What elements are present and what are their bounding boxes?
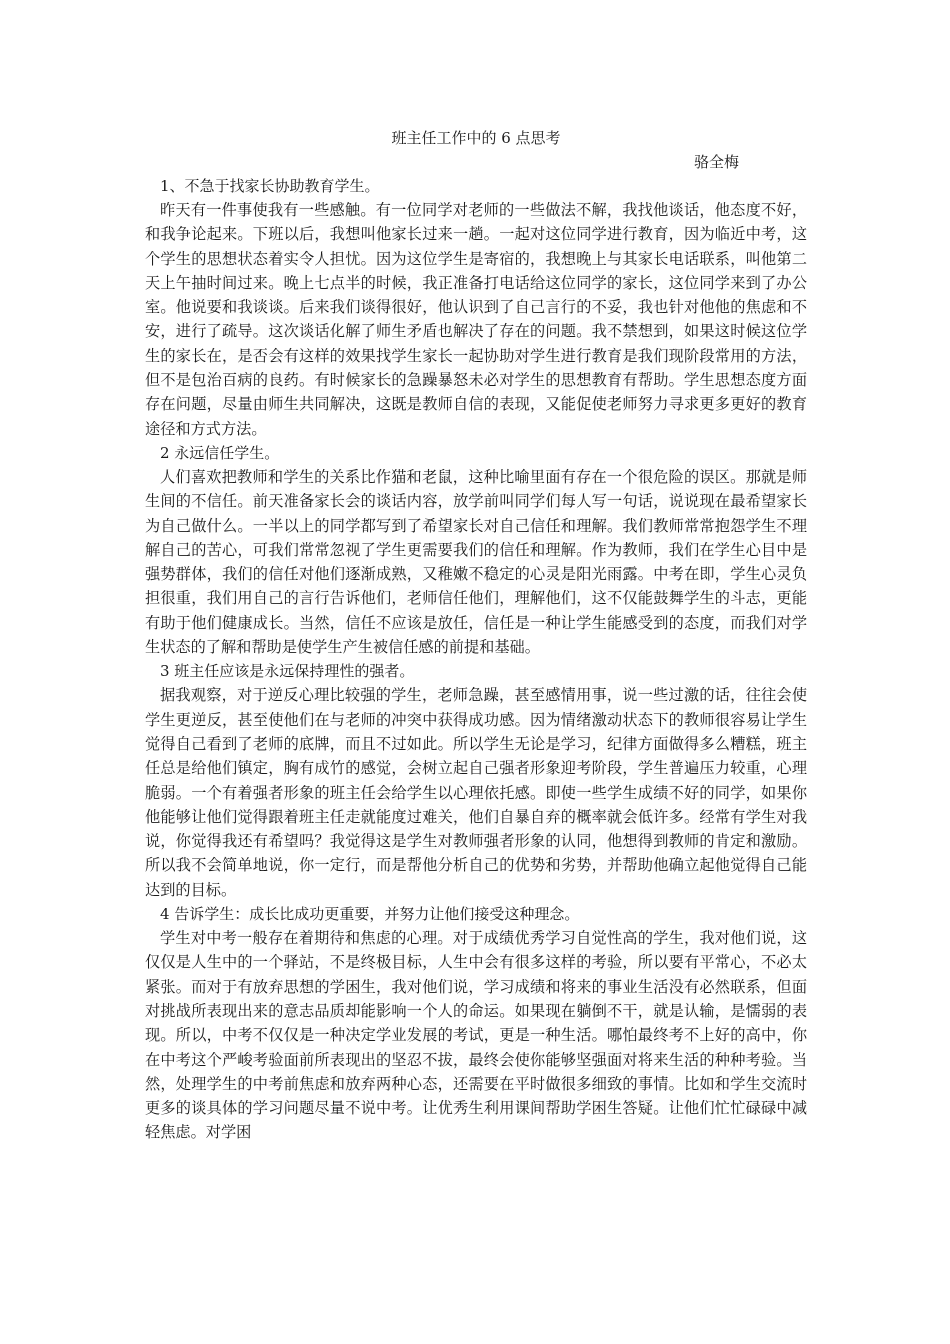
section-2-heading: 2 永远信任学生。 <box>160 443 280 462</box>
section-2-body: 人们喜欢把教师和学生的关系比作猫和老鼠，这种比喻里面有存在一个很危险的误区。那就是师生间的不信任。前天准备家长会的谈话内容，放学前叫同学们每人写一句话，说说现在最希望家长为自己做什么。一半以上的同学都写到了希望家长对自己信任和理解。我们教师常常抱怨学生不理解自己的苦心，可我们常常忽视了学生更需要我们的信任和理解。作为教师，我们在学生心目中是强势群体，我们的信任对他们逐渐成熟，又稚嫩不稳定的心灵是阳光雨露。中考在即，学生心灵负担很重，我们用自己的言行告诉他们，老师信任他们，理解他们，这不仅能鼓舞学生的斗志，更能有助于他们健康成长。当然，信任不应该是放任，信任是一种让学生能感受到的态度，而我们对学生状态的了解和帮助是使学生产生被信任感的前提和基础。 <box>145 467 807 657</box>
section-4-heading: 4 告诉学生：成长比成功更重要，并努力让他们接受这种理念。 <box>160 905 580 924</box>
document-author: 骆全梅 <box>693 153 739 171</box>
document-title: 班主任工作中的 6 点思考 <box>391 129 561 147</box>
section-1-body: 昨天有一件事使我有一些感触。有一位同学对老师的一些做法不解，我找他谈话，他态度不好，和我争论起来。下班以后，我想叫他家长过来一趟。一起对这位同学进行教育，因为临近中考，这个学生的思想状态着实令人担忧。因为这位学生是寄宿的，我想晚上与其家长电话联系，叫他第二天上午抽时间过来。晚上七点半的时候，我正准备打电话给这位同学的家长，这位同学来到了办公室。他说要和我谈谈。后来我们谈得很好，他认识到了自己言行的不妥，我也针对他他的焦虑和不安，进行了疏导。这次谈话化解了师生矛盾也解决了存在的问题。我不禁想到，如果这时候这位学生的家长在，是否会有这样的效果找学生家长一起协助对学生进行教育是我们现阶段常用的方法，但不是包治百病的良药。有时候家长的急躁暴怒未必对学生的思想教育有帮助。学生思想态度方面存在问题，尽量由师生共同解决，这既是教师自信的表现，又能促使老师努力寻求更多更好的教育途径和方式方法。 <box>145 201 807 438</box>
document-page <box>145 126 807 1145</box>
section-1-heading: 1、不急于找家长协助教育学生。 <box>160 177 380 195</box>
section-3-heading: 3 班主任应该是永远保持理性的强者。 <box>160 662 415 681</box>
section-4-body: 学生对中考一般存在着期待和焦虑的心理。对于成绩优秀学习自觉性高的学生，我对他们说，这仅仅是人生中的一个驿站，不是终极目标，人生中会有很多这样的考验，所以要有平常心，不必太紧张。而对于有放弃思想的学困生，我对他们说，学习成绩和将来的事业生活没有必然联系，但面对挑战所表现出来的意志品质却能影响一个人的命运。如果现在躺倒不干，就是认输，是懦弱的表现。所以，中考不仅仅是一种决定学业发展的考试，更是一种生活。哪怕最终考不上好的高中，你在中考这个严峻考验面前所表现出的坚忍不拔，最终会使你能够坚强面对将来生活的种种考验。当然，处理学生的中考前焦虑和放弃两种心态，还需要在平时做很多细致的事情。比如和学生交流时更多的谈具体的学习问题尽量不说中考。让优秀生利用课间帮助学困生答疑。让他们忙忙碌碌中减轻焦虑。对学困 <box>145 929 807 1142</box>
section-3-body: 据我观察，对于逆反心理比较强的学生，老师急躁，甚至感情用事，说一些过激的话，往往会使学生更逆反，甚至使他们在与老师的冲突中获得成功感。因为情绪激动状态下的教师很容易让学生觉得自己看到了老师的底牌，而且不过如此。所以学生无论是学习，纪律方面做得多么糟糕，班主任总是给他们镇定，胸有成竹的感觉，会树立起自己强者形象迎考阶段，学生普遍压力较重，心理脆弱。一个有着强者形象的班主任会给学生以心理依托感。即使一些学生成绩不好的同学，如果你他能够让他们觉得跟着班主任走就能度过难关，他们自暴自弃的概率就会低许多。经常有学生对我说，你觉得我还有希望吗？我觉得这是学生对教师强者形象的认同，他想得到教师的肯定和激励。所以我不会简单地说，你一定行，而是帮他分析自己的优势和劣势，并帮助他确立起他觉得自己能达到的目标。 <box>145 686 807 899</box>
